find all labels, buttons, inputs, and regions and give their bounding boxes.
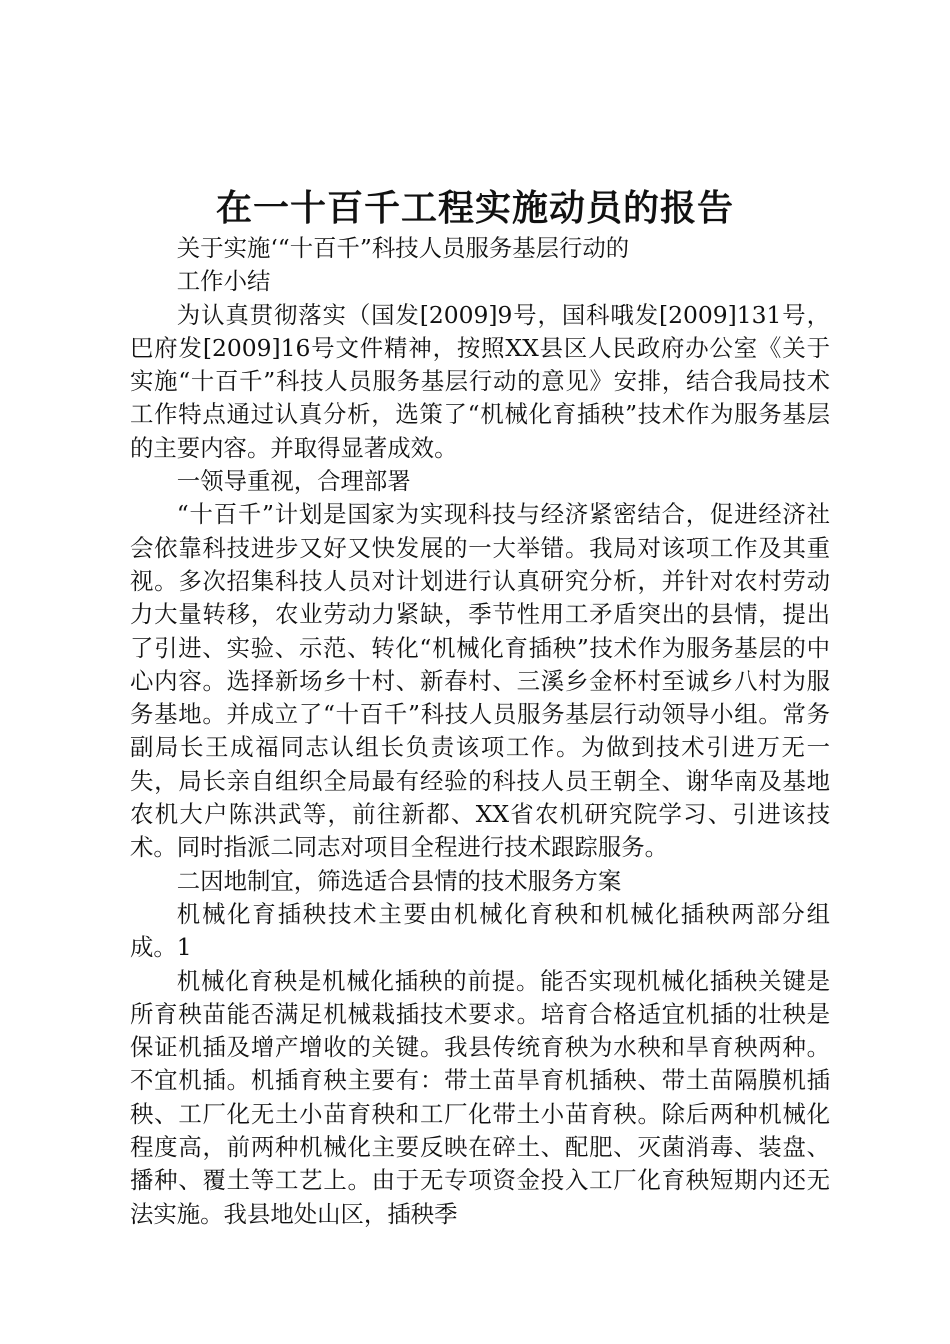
section-heading-1: 一领导重视，合理部署 — [176, 467, 411, 496]
body-paragraph-4: “十百千”计划是国家为实现科技与经济紧密结合，促进经济社会依靠科技进步又好又快发展的一大举错。我局对该项工作及其重视。多次招集科技人员对计划进行认真研究分析，并针对农村劳动力大量转移，农业劳动力紧缺，季节性用工矛盾突出的县情，提出了引进、实验、示范、转化“机械化育插秧”技术作为服务基层的中心内容。选择新场乡十村、新春村、三溪乡金杯村至诚乡八村为服务基地。并成立了“十百千”科技人员服务基层行动领导小组。常务副局长王成福同志认组长负责该项工作。为做到技术引进万无一失，局长亲自组织全局最有经验的科技人员王朝全、谢华南及基地农机大户陈洪武等，前往新都、XX省农机研究院学习、引进该技术。同时指派二同志对项目全程进行技术跟踪服务。 — [130, 500, 830, 862]
body-paragraph-3: 为认真贯彻落实（国发[2009]9号，国科哦发[2009]131号，巴府发[2009]16号文件精神，按照XX县区人民政府办公室《关于实施“十百千”科技人员服务基层行动的意见》安排，结合我局技术工作特点通过认真分析，选策了“机械化育插秧”技术作为服务基层的主要内容。并取得显著成效。 — [130, 300, 830, 462]
body-paragraph-1: 关于实施‘“十百千”科技人员服务基层行动的 — [176, 234, 630, 262]
document-body — [130, 232, 830, 1231]
body-paragraph-2: 工作小结 — [176, 267, 271, 296]
section-heading-2: 二因地制宜，筛选适合县情的技术服务方案 — [176, 866, 622, 895]
document-title: 在一十百千工程实施动员的报告 — [215, 187, 734, 229]
body-paragraph-5: 机械化育插秧技术主要由机械化育秧和机械化插秧两部分组成。1 — [130, 899, 830, 962]
body-paragraph-6: 机械化育秧是机械化插秧的前提。能否实现机械化插秧关键是所育秧苗能否满足机械栽插技术要求。培育合格适宜机插的壮秧是保证机插及增产增收的关键。我县传统育秧为水秧和旱育秧两种。不宜机插。机插育秧主要有：带土苗旱育机插秧、带土苗隔膜机插秧、工厂化无土小苗育秧和工厂化带土小苗育秧。除后两种机械化程度高，前两种机械化主要反映在碎土、配肥、灭菌消毒、装盘、播种、覆土等工艺上。由于无专项资金投入工厂化育秧短期内还无法实施。我县地处山区，插秧季 — [130, 966, 830, 1228]
